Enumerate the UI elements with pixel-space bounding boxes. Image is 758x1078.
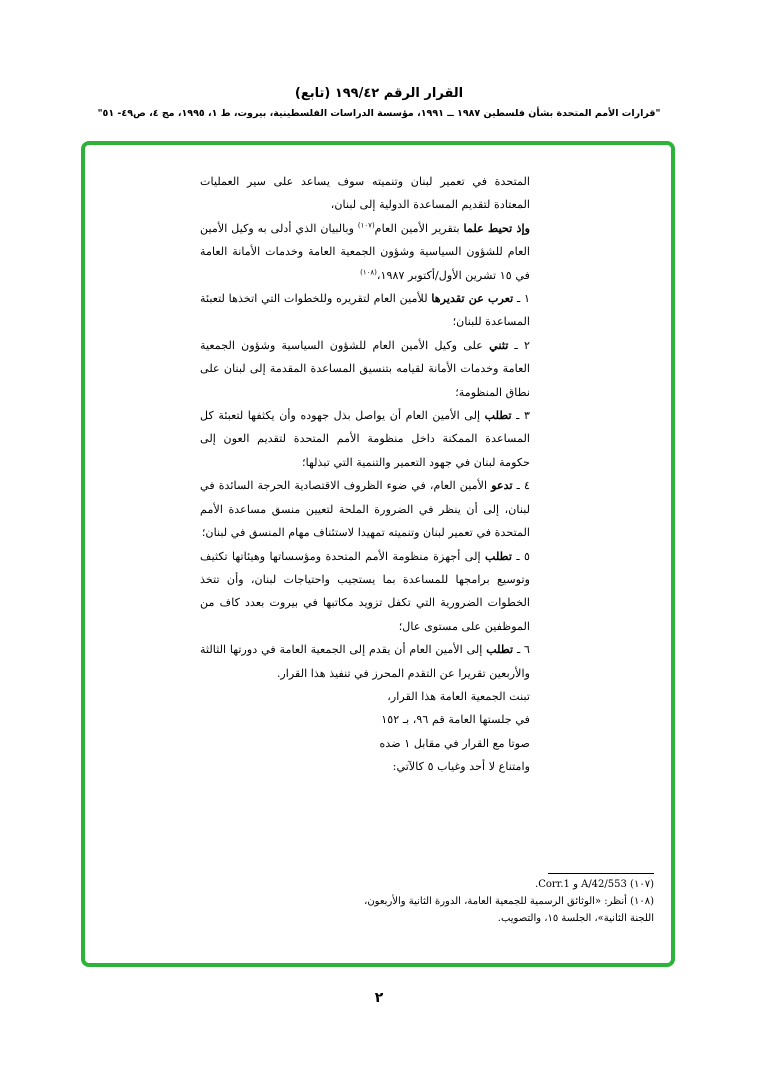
operative-item-4 bbox=[200, 474, 530, 544]
footnote-ref-107: (١٠٧) bbox=[357, 221, 375, 230]
operative-item-6 bbox=[200, 638, 530, 685]
adoption-line-4: وامتناع لا أحد وغياب ٥ كالآتي: bbox=[392, 760, 530, 774]
item-text: إلى الأمين العام أن يقدم إلى الجمعية العامة في دورتها الثالثة والأربعين تقريرا عن التقدم المحرز في تنفيذ هذا القرار. bbox=[200, 643, 530, 680]
operative-verb: تطلب bbox=[484, 408, 512, 423]
operative-item-5 bbox=[200, 545, 530, 639]
operative-verb: تثني bbox=[489, 337, 509, 352]
item-text: إلى الأمين العام أن يواصل بذل جهوده وأن يكثفها لتعبئة كل المساعدة الممكنة داخل منظومة الأمم المتحدة لتقديم العون إلى حكومة لبنان في جهود التعمير والتنمية التي تبذلها؛ bbox=[200, 409, 530, 469]
operative-verb: وإذ تحيط علما bbox=[463, 220, 530, 235]
resolution-body bbox=[200, 170, 530, 779]
item-number: ٢ ـ bbox=[508, 338, 531, 352]
page-number: ٢ bbox=[374, 990, 384, 1006]
operative-verb: تعرب عن تقديرها bbox=[431, 291, 514, 306]
item-text: إلى أجهزة منظومة الأمم المتحدة ومؤسساتها وهيئاتها تكثيف وتوسيع برامجها للمساعدة بما يستجيب واحتياجات لبنان، وأن تتخذ الخطوات الضرورية التي تكفل تزويد مكاتبها في بيروت بعدد كاف من الموظفين على مستوى عال؛ bbox=[200, 549, 530, 633]
item-number: ٤ ـ bbox=[512, 479, 530, 493]
operative-item-1 bbox=[200, 287, 530, 334]
item-number: ٦ ـ bbox=[513, 643, 531, 657]
paragraph-noting bbox=[200, 217, 530, 287]
paragraph-intro: المتحدة في تعمير لبنان وتنميته سوف يساعد على سير العمليات المعتادة لتقديم المساعدة الدولية إلى لبنان، bbox=[200, 175, 530, 212]
footnote-108-cont: اللجنة الثانية»، الجلسة ١٥، والتصويب. bbox=[497, 913, 654, 924]
item-number: ٣ ـ bbox=[511, 409, 530, 423]
item-number: ١ ـ bbox=[513, 292, 531, 306]
footnotes bbox=[300, 876, 654, 927]
adoption-line-1: تبنت الجمعية العامة هذا القرار، bbox=[387, 689, 530, 703]
adoption-line-2: في جلستها العامة قم ٩٦، بـ ١٥٢ bbox=[381, 713, 530, 727]
item-number: ٥ ـ bbox=[511, 549, 531, 563]
operative-item-2 bbox=[200, 334, 530, 404]
operative-verb: تطلب bbox=[486, 642, 514, 657]
operative-item-3 bbox=[200, 404, 530, 474]
item-text: الأمين العام، في ضوء الظروف الاقتصادية الحرجة السائدة في لبنان، إلى أن ينظر في الضرورة الملحة لتعيين منسق مساعدة الأمم المتحدة في تعمير لبنان وتنميته تمهيدا لاستئناف مهام المنسق في لبنان؛ bbox=[200, 479, 530, 540]
paragraph-text: وبالبيان الذي أدلى به وكيل الأمين العام للشؤون السياسية وشؤون الجمعية العامة وخدمات الأمانة العامة في ١٥ تشرين الأول/أكتوبر ١٩٨٧، bbox=[200, 221, 530, 282]
adoption-line-3: صوتا مع القرار في مقابل ١ ضده bbox=[379, 736, 530, 750]
footnote-108: (١٠٨) أنظر: «الوثائق الرسمية للجمعية العامة، الدورة الثانية والأربعون، bbox=[364, 896, 654, 907]
paragraph-text: بتقرير الأمين العام bbox=[374, 221, 464, 235]
operative-verb: تطلب bbox=[484, 548, 512, 563]
footnote-107: (١٠٧) A/42/553 و Corr.1. bbox=[535, 879, 654, 890]
footnote-divider bbox=[548, 873, 654, 874]
page-title: (تابع) القرار الرقم ١٩٩/٤٢ bbox=[294, 86, 464, 101]
item-text: على وكيل الأمين العام للشؤون السياسية وشؤون الجمعية العامة وخدمات الأمانة لقيامه بتنسيق المساعدة المقدمة إلى لبنان على نطاق المنظومة؛ bbox=[200, 338, 530, 399]
footnote-ref-108: (١٠٨) bbox=[360, 267, 377, 276]
item-text: للأمين العام لتقريره وللخطوات التي اتخذها لتعبئة المساعدة للبنان؛ bbox=[200, 292, 530, 329]
source-citation: "قرارات الأمم المتحدة بشأن فلسطين ١٩٨٧ ــ ١٩٩١، مؤسسة الدراسات الفلسطينية، بيروت، ط ١، ١٩٩٥، مج ٤، ص٤٩- ٥١" bbox=[97, 108, 661, 119]
operative-verb: تدعو bbox=[491, 478, 513, 493]
